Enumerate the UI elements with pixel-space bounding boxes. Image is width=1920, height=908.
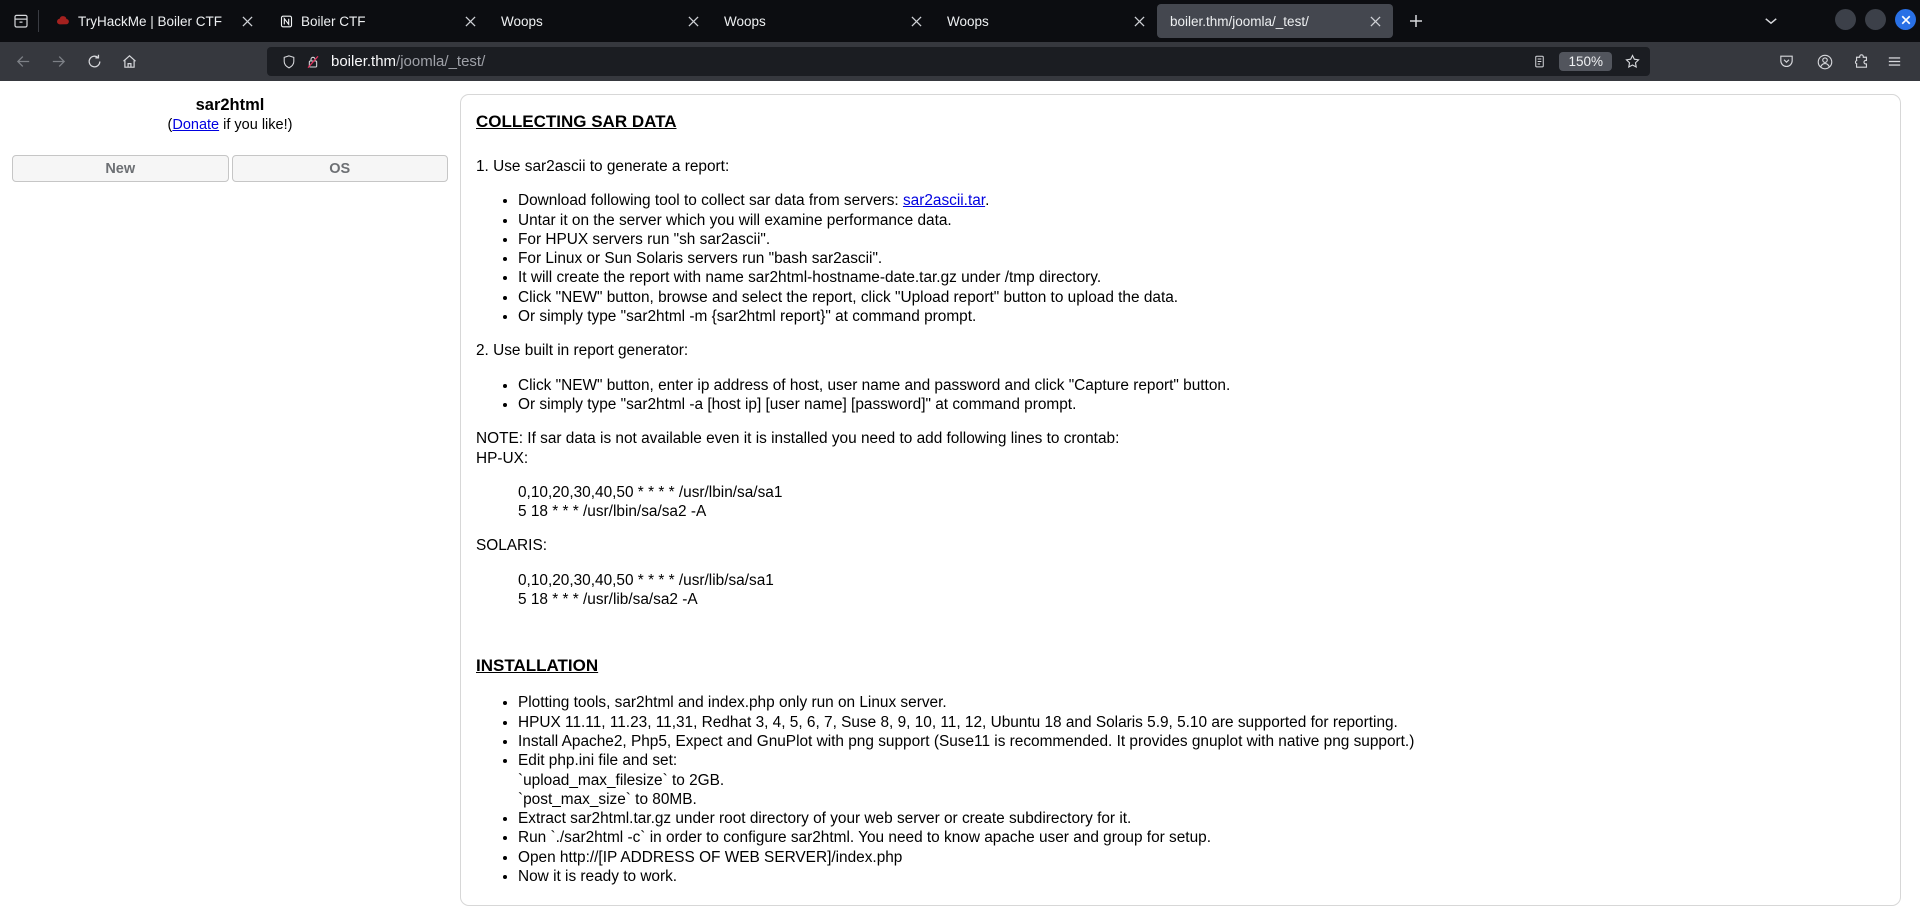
tab-close-icon[interactable] <box>1129 11 1149 31</box>
sar2ascii-link[interactable]: sar2ascii.tar <box>902 192 986 210</box>
crontab-line: 0,10,20,30,40,50 * * * * /usr/lbin/sa/sa1 <box>518 483 783 501</box>
forward-icon[interactable] <box>44 47 73 76</box>
list-item: • Plotting tools, sar2html and index.php only run on Linux server. <box>518 693 1885 712</box>
list-item: • Click "NEW" button, enter ip address of host, user name and password and click "Capture report" button. <box>518 376 1885 395</box>
tab-woops-2[interactable] <box>711 4 934 38</box>
os-button[interactable]: OS <box>232 155 449 182</box>
home-icon[interactable] <box>115 47 144 76</box>
window-close-icon[interactable] <box>1895 9 1916 30</box>
donate-suffix: if you like!) <box>219 117 293 133</box>
tab-woops-1[interactable] <box>488 4 711 38</box>
list-item-text: . <box>985 192 990 210</box>
list-item <box>518 751 1885 809</box>
chevron-down-icon[interactable] <box>1756 6 1786 36</box>
help-panel <box>460 94 1901 906</box>
step1-list <box>476 191 1885 326</box>
account-icon[interactable] <box>1810 47 1839 76</box>
hpux-label: HP-UX: <box>476 449 529 467</box>
shield-icon[interactable] <box>277 50 301 74</box>
list-item: • Or simply type "sar2html -m {sar2html report}" at command prompt. <box>518 307 1885 326</box>
hpux-crontab-block <box>518 483 1885 522</box>
sidebar-buttons <box>0 155 460 182</box>
tab-title: Boiler CTF <box>301 13 366 29</box>
list-item: • Or simply type "sar2html -a [host ip] [user name] [password]" at command prompt. <box>518 395 1885 414</box>
window-minimize-icon[interactable] <box>1835 9 1856 30</box>
url-text <box>331 53 1527 70</box>
url-host: boiler.thm <box>331 53 397 70</box>
tab-title: Woops <box>724 13 766 29</box>
tab-title: boiler.thm/joomla/_test/ <box>1170 13 1309 29</box>
collecting-sar-data-heading: COLLECTING SAR DATA <box>476 112 677 131</box>
list-item: • HPUX 11.11, 11.23, 11,31, Redhat 3, 4, 5, 6, 7, Suse 8, 9, 10, 11, 12, Ubuntu 18 and Solaris 5.9, 5.10 are supported for reporting. <box>518 713 1885 732</box>
list-item: • Now it is ready to work. <box>518 867 1885 886</box>
tab-close-icon[interactable] <box>1365 11 1385 31</box>
list-item-text: `post_max_size` to 80MB. <box>518 790 697 808</box>
list-item: • Run `./sar2html -c` in order to configure sar2html. You need to know apache user and group for setup. <box>518 828 1885 847</box>
reader-mode-icon[interactable] <box>1527 50 1551 74</box>
solaris-crontab-block <box>518 571 1885 610</box>
list-item: • Click "NEW" button, browse and select the report, click "Upload report" button to upload the data. <box>518 288 1885 307</box>
tab-close-icon[interactable] <box>683 11 703 31</box>
extensions-puzzle-icon[interactable] <box>1847 47 1876 76</box>
list-item: • It will create the report with name sar2html-hostname-date.tar.gz under /tmp directory. <box>518 268 1885 287</box>
tab-title: Woops <box>947 13 989 29</box>
list-item-text: `upload_max_filesize` to 2GB. <box>518 771 725 789</box>
installation-list <box>476 693 1885 886</box>
tab-title: Woops <box>501 13 543 29</box>
sidebar-library-icon[interactable] <box>6 6 36 36</box>
tab-bar <box>0 0 1920 42</box>
tryhackme-favicon <box>55 13 71 29</box>
step1-intro: 1. Use sar2ascii to generate a report: <box>476 158 730 175</box>
tab-woops-3[interactable] <box>934 4 1157 38</box>
reload-icon[interactable] <box>80 47 109 76</box>
new-button[interactable]: New <box>12 155 229 182</box>
pocket-icon[interactable] <box>1772 47 1801 76</box>
list-item: • Open http://[IP ADDRESS OF WEB SERVER]/index.php <box>518 848 1885 867</box>
navigation-toolbar <box>0 42 1920 81</box>
web-page <box>0 81 1920 908</box>
list-item: • For HPUX servers run "sh sar2ascii". <box>518 230 1885 249</box>
tab-separator <box>38 10 39 32</box>
tab-tryhackme[interactable] <box>42 4 265 38</box>
donate-prefix: ( <box>167 117 173 133</box>
tab-boiler-ctf[interactable] <box>265 4 488 38</box>
crontab-note <box>476 429 1885 468</box>
tab-close-icon[interactable] <box>237 11 257 31</box>
crontab-line: 5 18 * * * /usr/lib/sa/sa2 -A <box>518 591 698 609</box>
url-bar[interactable] <box>267 47 1650 76</box>
new-tab-icon[interactable] <box>1401 6 1431 36</box>
installation-heading: INSTALLATION <box>476 656 599 676</box>
crontab-line: 0,10,20,30,40,50 * * * * /usr/lib/sa/sa1 <box>518 571 774 589</box>
step2-list <box>476 376 1885 415</box>
list-item-text: Edit php.ini file and set: <box>518 752 678 770</box>
notes-favicon <box>278 13 294 29</box>
donate-line <box>0 117 460 133</box>
note-text: NOTE: If sar data is not available even it is installed you need to add following lines to crontab: <box>476 430 1120 448</box>
bookmark-star-icon[interactable] <box>1620 50 1644 74</box>
tab-boiler-thm-active[interactable] <box>1157 4 1393 38</box>
list-item: • For Linux or Sun Solaris servers run "bash sar2ascii". <box>518 249 1885 268</box>
window-maximize-icon[interactable] <box>1865 9 1886 30</box>
tab-strip <box>42 0 1393 42</box>
menu-hamburger-icon[interactable] <box>1880 47 1909 76</box>
list-item-text: Download following tool to collect sar data from servers: <box>518 192 903 210</box>
donate-link[interactable]: Donate <box>172 117 220 133</box>
tab-title: TryHackMe | Boiler CTF <box>78 13 223 29</box>
sar2html-sidebar <box>0 81 460 182</box>
tab-close-icon[interactable] <box>460 11 480 31</box>
window-controls <box>1835 9 1916 30</box>
step2-intro: 2. Use built in report generator: <box>476 342 689 360</box>
list-item: • Install Apache2, Php5, Expect and GnuPlot with png support (Suse11 is recommended. It provides gnuplot with native png support.) <box>518 732 1885 751</box>
app-title: sar2html <box>195 96 265 114</box>
zoom-level-badge[interactable]: 150% <box>1559 52 1612 71</box>
solaris-label: SOLARIS: <box>476 537 547 555</box>
crontab-line: 5 18 * * * /usr/lbin/sa/sa2 -A <box>518 503 707 521</box>
list-item <box>518 191 1885 210</box>
back-icon[interactable] <box>9 47 38 76</box>
tab-close-icon[interactable] <box>906 11 926 31</box>
list-item: • Extract sar2html.tar.gz under root directory of your web server or create subdirectory for it. <box>518 809 1885 828</box>
url-path: /joomla/_test/ <box>396 53 486 70</box>
insecure-lock-icon[interactable] <box>301 50 325 74</box>
list-item: • Untar it on the server which you will examine performance data. <box>518 211 1885 230</box>
